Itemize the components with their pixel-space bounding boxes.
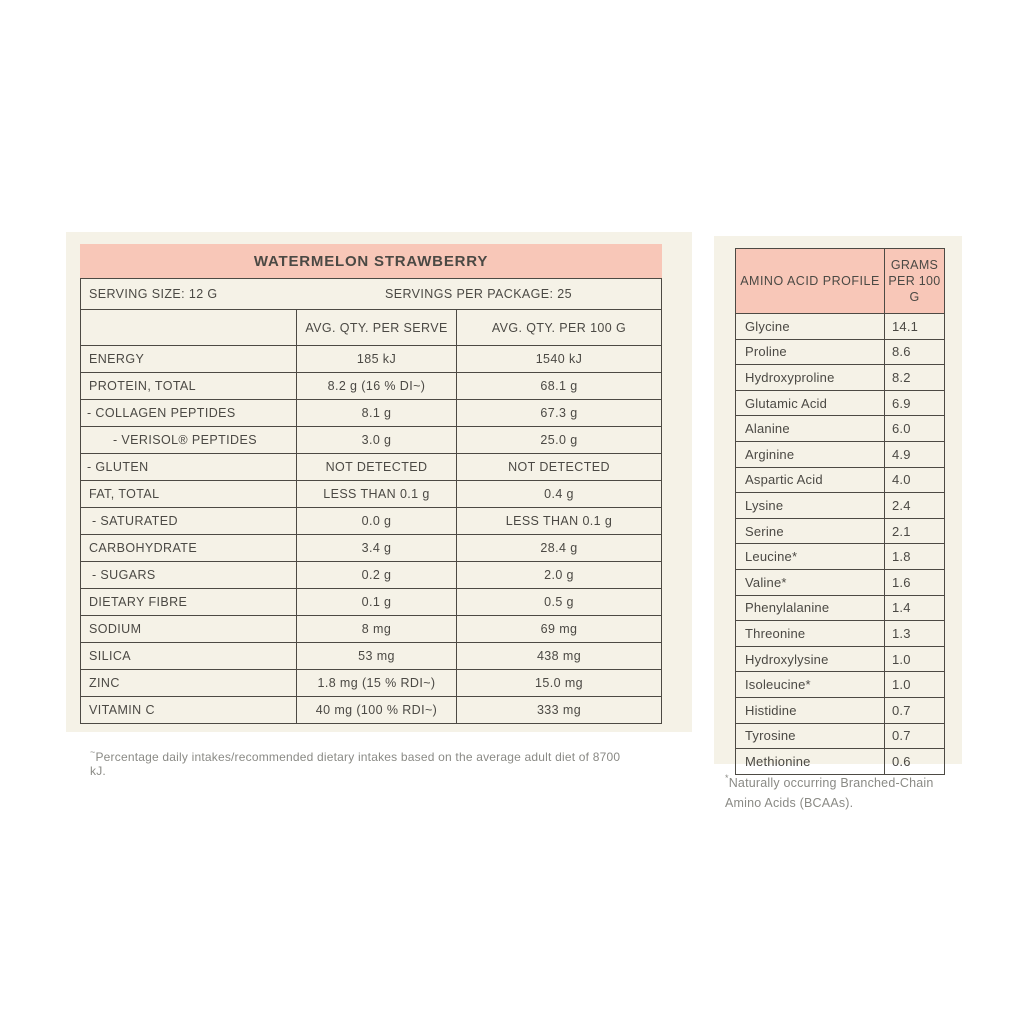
amino-table-header [736, 249, 944, 313]
amino-row [736, 441, 944, 467]
row-label: - SATURATED [92, 514, 178, 528]
serving-size: SERVING SIZE: 12 G [89, 287, 218, 301]
footnote-text: Naturally occurring Branched-Chain Amino Acids (BCAAs). [725, 776, 934, 810]
table-row [81, 426, 661, 453]
row-label: - COLLAGEN PEPTIDES [87, 406, 236, 420]
row-per-serve: 3.4 g [296, 535, 456, 561]
row-per-100g: 25.0 g [456, 427, 661, 453]
column-header-per-serve: AVG. QTY. PER SERVE [296, 310, 456, 345]
amino-name: Serine [745, 523, 784, 539]
row-label: PROTEIN, TOTAL [89, 379, 197, 393]
row-per-serve: 8.1 g [296, 400, 456, 426]
table-row [81, 453, 661, 480]
row-per-serve: 1.8 mg (15 % RDI~) [296, 670, 456, 696]
amino-row [736, 671, 944, 697]
amino-name: Methionine [745, 753, 811, 769]
row-per-100g: 69 mg [456, 616, 661, 642]
row-per-serve: NOT DETECTED [296, 454, 456, 480]
nutrition-table-title: WATERMELON STRAWBERRY [80, 244, 662, 278]
table-row [81, 372, 661, 399]
amino-value: 1.0 [884, 647, 944, 672]
amino-name: Proline [745, 344, 787, 360]
table-row [81, 615, 661, 642]
row-per-serve: 185 kJ [296, 346, 456, 372]
row-label: VITAMIN C [89, 703, 155, 717]
amino-row [736, 748, 944, 774]
table-row [81, 642, 661, 669]
row-label: - VERISOL® PEPTIDES [113, 433, 257, 447]
amino-value: 1.0 [884, 672, 944, 697]
footnote-marker: * [725, 773, 729, 783]
amino-name: Phenylalanine [745, 600, 830, 616]
amino-name: Leucine* [745, 549, 798, 565]
footnote-marker: ~ [90, 747, 96, 757]
amino-name: Arginine [745, 446, 795, 462]
row-label: SILICA [89, 649, 131, 663]
amino-value: 4.9 [884, 442, 944, 467]
amino-value: 1.4 [884, 596, 944, 621]
amino-row [736, 595, 944, 621]
table-row [81, 345, 661, 372]
nutrition-panel [66, 232, 692, 732]
amino-value: 8.2 [884, 365, 944, 390]
row-label: DIETARY FIBRE [89, 595, 188, 609]
row-label: ZINC [89, 676, 120, 690]
amino-acid-panel [714, 236, 962, 769]
amino-value: 0.6 [884, 749, 944, 774]
amino-row [736, 723, 944, 749]
row-per-serve: LESS THAN 0.1 g [296, 481, 456, 507]
amino-row [736, 390, 944, 416]
table-row [81, 696, 661, 723]
amino-row [736, 313, 944, 339]
amino-name: Lysine [745, 497, 784, 513]
amino-row [736, 415, 944, 441]
row-label: SODIUM [89, 622, 142, 636]
column-header-row [81, 309, 661, 345]
table-row [81, 399, 661, 426]
row-per-100g: 2.0 g [456, 562, 661, 588]
amino-value: 1.6 [884, 570, 944, 595]
amino-name: Hydroxyproline [745, 369, 835, 385]
row-label: CARBOHYDRATE [89, 541, 198, 555]
amino-value: 0.7 [884, 724, 944, 749]
amino-name: Aspartic Acid [745, 472, 823, 488]
amino-name: Threonine [745, 625, 806, 641]
amino-row [736, 339, 944, 365]
row-per-100g: 67.3 g [456, 400, 661, 426]
row-per-100g: 0.5 g [456, 589, 661, 615]
row-per-serve: 53 mg [296, 643, 456, 669]
amino-value: 14.1 [884, 314, 944, 339]
amino-name: Alanine [745, 421, 790, 437]
table-row [81, 480, 661, 507]
amino-row [736, 697, 944, 723]
amino-value: 6.0 [884, 416, 944, 441]
table-row [81, 507, 661, 534]
row-per-serve: 3.0 g [296, 427, 456, 453]
amino-name: Tyrosine [745, 728, 796, 744]
amino-row [736, 646, 944, 672]
row-per-serve: 0.0 g [296, 508, 456, 534]
amino-value: 2.1 [884, 519, 944, 544]
amino-value: 0.7 [884, 698, 944, 723]
amino-row [736, 620, 944, 646]
row-per-100g: 333 mg [456, 697, 661, 723]
amino-name: Isoleucine* [745, 677, 811, 693]
amino-name: Glutamic Acid [745, 395, 828, 411]
nutrition-table [80, 244, 662, 724]
amino-row [736, 467, 944, 493]
amino-row [736, 543, 944, 569]
amino-value: 4.0 [884, 468, 944, 493]
servings-per-package: SERVINGS PER PACKAGE: 25 [385, 287, 572, 301]
amino-name: Glycine [745, 318, 790, 334]
nutrition-table-body [80, 278, 662, 724]
amino-name: Histidine [745, 702, 797, 718]
row-per-serve: 0.2 g [296, 562, 456, 588]
row-per-100g: 15.0 mg [456, 670, 661, 696]
amino-acid-table [735, 248, 945, 775]
amino-header-value: GRAMS PER 100 G [884, 249, 944, 313]
row-label: - SUGARS [92, 568, 156, 582]
amino-value: 1.3 [884, 621, 944, 646]
table-row [81, 561, 661, 588]
amino-row [736, 492, 944, 518]
row-per-100g: 438 mg [456, 643, 661, 669]
table-row [81, 534, 661, 561]
row-per-serve: 0.1 g [296, 589, 456, 615]
row-per-100g: 28.4 g [456, 535, 661, 561]
amino-header-label: AMINO ACID PROFILE [740, 274, 880, 288]
row-per-100g: 1540 kJ [456, 346, 661, 372]
row-per-serve: 40 mg (100 % RDI~) [296, 697, 456, 723]
table-row [81, 588, 661, 615]
row-per-serve: 8.2 g (16 % DI~) [296, 373, 456, 399]
row-per-100g: 0.4 g [456, 481, 661, 507]
footnote-text: Percentage daily intakes/recommended dietary intakes based on the average adult diet of 8700 kJ. [90, 750, 621, 778]
amino-row [736, 364, 944, 390]
row-per-100g: NOT DETECTED [456, 454, 661, 480]
amino-value: 8.6 [884, 340, 944, 365]
serving-info-row [81, 279, 661, 309]
amino-value: 2.4 [884, 493, 944, 518]
amino-row [736, 569, 944, 595]
bcaa-footnote [725, 771, 959, 813]
amino-row [736, 518, 944, 544]
row-label: - GLUTEN [87, 460, 149, 474]
row-per-100g: 68.1 g [456, 373, 661, 399]
amino-value: 1.8 [884, 544, 944, 569]
row-per-100g: LESS THAN 0.1 g [456, 508, 661, 534]
row-label: FAT, TOTAL [89, 487, 160, 501]
column-header-per-100g: AVG. QTY. PER 100 G [456, 310, 661, 345]
row-per-serve: 8 mg [296, 616, 456, 642]
row-label: ENERGY [89, 352, 145, 366]
table-row [81, 669, 661, 696]
daily-intake-footnote [90, 747, 630, 778]
amino-value: 6.9 [884, 391, 944, 416]
amino-name: Valine* [745, 574, 787, 590]
amino-name: Hydroxylysine [745, 651, 829, 667]
column-header-empty [81, 310, 296, 345]
